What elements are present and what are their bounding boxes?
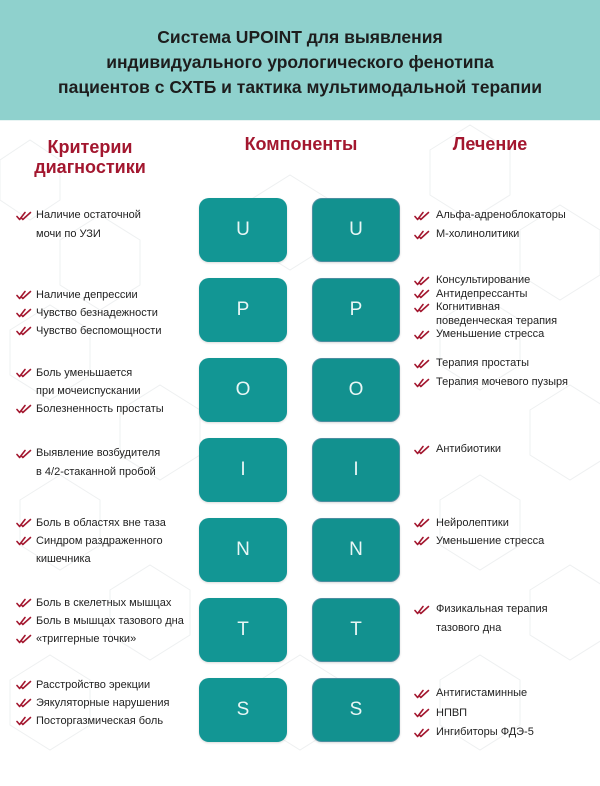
list-item-text: Наличие депрессии: [36, 289, 138, 301]
double-check-icon: [16, 404, 32, 414]
list-item-text: Посторгазмическая боль: [36, 715, 164, 727]
double-check-icon: [414, 445, 430, 455]
component-box-o: O: [199, 358, 287, 422]
treatment-list-i: [413, 440, 501, 459]
criteria-list-t: [16, 594, 184, 648]
double-check-icon: [414, 536, 430, 546]
list-item: [413, 373, 568, 392]
list-item-text: Эякуляторные нарушения: [36, 697, 170, 709]
criteria-list-i: [16, 444, 160, 482]
double-check-icon: [414, 289, 430, 299]
list-item: [413, 532, 544, 550]
double-check-icon: [16, 308, 32, 318]
list-item-text: Когнитивная: [436, 301, 500, 313]
double-check-icon: [414, 303, 430, 313]
column-header-criteria-line-2: диагностики: [34, 157, 146, 177]
double-check-icon: [16, 518, 32, 528]
list-item-text: Нейролептики: [436, 517, 509, 529]
list-item: [413, 328, 557, 342]
list-item: [413, 684, 534, 704]
double-check-icon: [16, 634, 32, 644]
list-item-text: Терапия мочевого пузыря: [436, 376, 568, 388]
list-item-text: Боль в областях вне таза: [36, 517, 166, 529]
list-item: [16, 206, 141, 244]
list-item: [413, 723, 534, 743]
title-line-3: пациентов с СХТБ и тактика мультимодальной терапии: [58, 76, 542, 97]
list-item-text: Чувство безнадежности: [36, 307, 158, 319]
page-title: [58, 25, 542, 100]
double-check-icon: [414, 211, 430, 221]
treatment-list-p: [413, 274, 557, 342]
double-check-icon: [16, 326, 32, 336]
component-box-i: I: [199, 438, 287, 502]
double-check-icon: [414, 378, 430, 388]
list-item-text: НПВП: [436, 706, 468, 719]
treatment-list-s: [413, 684, 534, 743]
list-item-text: при мочеиспускании: [36, 385, 141, 397]
treatment-box-u: U: [312, 198, 400, 262]
list-item: [413, 301, 557, 328]
list-item: [16, 630, 184, 648]
list-item: [16, 364, 164, 400]
list-item-text: Уменьшение стресса: [436, 535, 545, 547]
list-item-text: Боль уменьшается: [36, 367, 133, 379]
double-check-icon: [414, 708, 430, 718]
list-item-text: Болезненность простаты: [36, 403, 164, 415]
double-check-icon: [414, 605, 430, 615]
list-item: [16, 304, 161, 322]
double-check-icon: [16, 598, 32, 608]
component-box-n: N: [199, 518, 287, 582]
title-line-2: индивидуального урологического фенотипа: [106, 51, 494, 72]
criteria-list-s: [16, 676, 169, 730]
criteria-list-n: [16, 514, 166, 568]
treatment-box-t: T: [312, 598, 400, 662]
component-box-p: P: [199, 278, 287, 342]
list-item: [16, 612, 184, 630]
list-item-text: Синдром раздраженного: [36, 535, 163, 547]
treatment-list-u: [413, 206, 566, 244]
double-check-icon: [414, 330, 430, 340]
list-item: [16, 286, 161, 304]
double-check-icon: [414, 359, 430, 369]
double-check-icon: [16, 680, 32, 690]
list-item-text: Антибиотики: [436, 443, 502, 455]
list-item: [16, 444, 160, 482]
criteria-list-o: [16, 364, 164, 418]
double-check-icon: [16, 368, 32, 378]
list-item: [16, 712, 169, 730]
list-item: [413, 206, 566, 225]
list-item-text: Физикальная терапия: [436, 603, 548, 615]
list-item-text: Консультирование: [436, 274, 531, 286]
component-box-s: S: [199, 678, 287, 742]
list-item-text: Чувство беспомощности: [36, 325, 162, 337]
double-check-icon: [16, 449, 32, 459]
list-item: [413, 225, 566, 244]
criteria-list-p: [16, 286, 161, 340]
list-item: [413, 274, 557, 288]
list-item: [413, 600, 548, 638]
title-line-1: Система UPOINT для выявления: [157, 26, 443, 47]
list-item-text: Расстройство эрекции: [36, 679, 151, 691]
double-check-icon: [414, 728, 430, 738]
list-item: [413, 354, 568, 373]
double-check-icon: [414, 276, 430, 286]
treatment-box-i: I: [312, 438, 400, 502]
list-item-text: Антигистаминные: [436, 687, 528, 699]
list-item-text: тазового дна: [436, 622, 502, 634]
list-item-text: поведенческая терапия: [436, 314, 558, 327]
double-check-icon: [16, 716, 32, 726]
double-check-icon: [16, 616, 32, 626]
treatment-list-n: [413, 514, 544, 550]
list-item-text: Уменьшение стресса: [436, 328, 545, 340]
double-check-icon: [16, 290, 32, 300]
list-item-text: кишечника: [36, 553, 91, 565]
list-item: [16, 532, 166, 568]
title-banner: [0, 0, 600, 120]
treatment-list-t: [413, 600, 548, 638]
list-item-text: Боль в мышцах тазового дна: [36, 615, 184, 627]
column-header-treatment: Лечение: [452, 134, 528, 154]
component-box-t: T: [199, 598, 287, 662]
component-box-u: U: [199, 198, 287, 262]
list-item-text: М-холинолитики: [436, 228, 520, 240]
double-check-icon: [16, 698, 32, 708]
treatment-box-n: N: [312, 518, 400, 582]
double-check-icon: [414, 518, 430, 528]
list-item: [16, 694, 169, 712]
double-check-icon: [414, 230, 430, 240]
list-item: [413, 704, 534, 724]
list-item: [16, 514, 166, 532]
list-item: [413, 288, 557, 302]
list-item-text: мочи по УЗИ: [36, 228, 101, 240]
double-check-icon: [414, 689, 430, 699]
list-item-text: Выявление возбудителя: [36, 447, 161, 459]
double-check-icon: [16, 536, 32, 546]
list-item-text: Антидепрессанты: [436, 287, 528, 300]
list-item-text: Ингибиторы ФДЭ-5: [436, 726, 534, 738]
list-item-text: Терапия простаты: [436, 357, 529, 369]
list-item: [413, 440, 501, 459]
list-item-text: в 4/2-стаканной пробой: [36, 466, 156, 478]
column-header-components: Компоненты: [244, 134, 358, 154]
list-item-text: Наличие остаточной: [36, 209, 141, 221]
treatment-box-s: S: [312, 678, 400, 742]
list-item-text: Альфа-адреноблокаторы: [436, 209, 566, 221]
treatment-box-p: P: [312, 278, 400, 342]
treatment-box-o: O: [312, 358, 400, 422]
criteria-list-u: [16, 206, 141, 244]
treatment-list-o: [413, 354, 568, 392]
list-item: [16, 322, 161, 340]
list-item: [16, 594, 184, 612]
list-item: [413, 514, 544, 532]
double-check-icon: [16, 211, 32, 221]
list-item: [16, 400, 164, 418]
column-header-criteria: [30, 137, 150, 177]
column-header-criteria-line-1: Критерии: [47, 137, 133, 157]
list-item: [16, 676, 169, 694]
list-item-text: Боль в скелетных мышцах: [36, 597, 172, 609]
list-item-text: «триггерные точки»: [36, 633, 137, 645]
